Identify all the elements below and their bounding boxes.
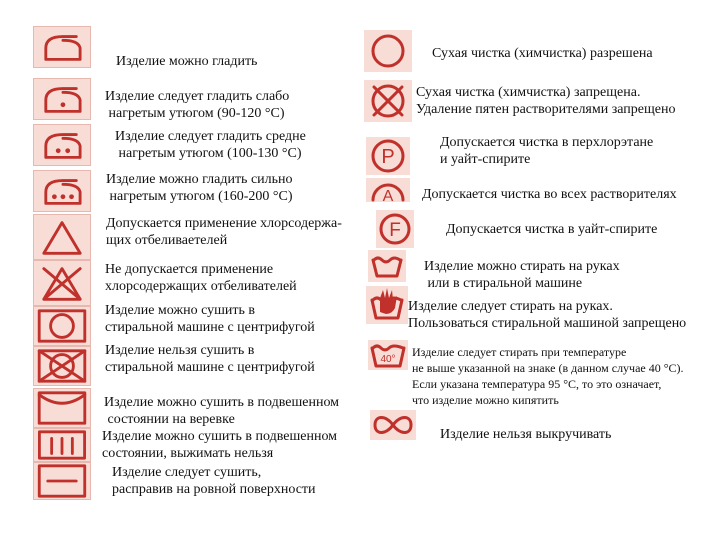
tumble-dry-icon bbox=[33, 306, 91, 346]
dry-clean-a-icon bbox=[366, 178, 410, 202]
iron-three-dots-icon bbox=[33, 170, 91, 212]
letter-f: F bbox=[389, 220, 401, 241]
letter-a: A bbox=[382, 188, 394, 202]
no-tumble-dry-label: Изделие нельзя сушить в стиральной машине с центрифугой bbox=[105, 343, 315, 375]
no-wring-label: Изделие нельзя выкручивать bbox=[440, 427, 612, 442]
dry-clean-p-icon bbox=[366, 137, 410, 175]
iron-label: Изделие можно гладить bbox=[116, 54, 258, 69]
bleach-label: Допускается применение хлорсодержа- щих отбеливаетелей bbox=[106, 216, 342, 248]
letter-p: P bbox=[381, 146, 395, 168]
iron-high-label: Изделие можно гладить сильно нагретым утюгом (160-200 °С) bbox=[106, 172, 293, 204]
hand-wash-only-label: Изделие следует стирать на руках. Пользоваться стиральной машиной запрещено bbox=[408, 299, 687, 331]
dry-flat-icon bbox=[33, 462, 91, 500]
dry-flat-label: Изделие следует сушить, расправив на ровной поверхности bbox=[112, 465, 316, 497]
iron-medium-label: Изделие следует гладить средне нагретым утюгом (100-130 °С) bbox=[115, 129, 306, 161]
wash-40-label: Изделие следует стирать при температуре не выше указанной на знаке (в данном случае 40 °С). Если указана температура 95 °С, то это означает, что изделие можно кипятить bbox=[412, 345, 684, 407]
tumble-dry-label: Изделие можно сушить в стиральной машине с центрифугой bbox=[105, 303, 315, 335]
dry-clean-f-label: Допускается чистка в уайт-спирите bbox=[446, 222, 658, 237]
hand-wash-only-icon bbox=[366, 286, 408, 324]
bleach-triangle-icon bbox=[33, 214, 91, 260]
iron-one-dot-icon bbox=[33, 78, 91, 120]
dry-clean-a-label: Допускается чистка во всех растворителях bbox=[422, 187, 677, 202]
hand-wash-label: Изделие можно стирать на руках или в стиральной машине bbox=[424, 259, 620, 291]
iron-icon bbox=[33, 26, 91, 68]
no-bleach-icon bbox=[33, 260, 91, 306]
no-dry-clean-label: Сухая чистка (химчистка) запрещена. Удаление пятен растворителями запрещено bbox=[416, 85, 676, 117]
iron-two-dots-icon bbox=[33, 124, 91, 166]
wash-temp-label: 40° bbox=[380, 354, 396, 365]
drip-dry-icon bbox=[33, 428, 91, 462]
dry-clean-icon bbox=[364, 30, 412, 72]
no-tumble-dry-icon bbox=[33, 346, 91, 386]
iron-low-label: Изделие следует гладить слабо нагретым утюгом (90-120 °С) bbox=[105, 89, 290, 121]
no-dry-clean-icon bbox=[364, 80, 412, 122]
hand-wash-icon bbox=[368, 250, 406, 282]
dry-clean-p-label: Допускается чистка в перхлорэтане и уайт-спирите bbox=[440, 135, 654, 167]
wash-40-icon bbox=[368, 340, 408, 370]
no-bleach-label: Не допускается применение хлорсодержащих отбеливателей bbox=[105, 262, 297, 294]
dry-clean-label: Сухая чистка (химчистка) разрешена bbox=[432, 46, 653, 61]
dry-clean-f-icon bbox=[376, 210, 414, 248]
no-wring-icon bbox=[370, 410, 416, 440]
line-dry-icon bbox=[33, 388, 91, 428]
line-dry-label: Изделие можно сушить в подвешенном состоянии на веревке bbox=[104, 395, 340, 427]
drip-dry-label: Изделие можно сушить в подвешенном состоянии, выжимать нельзя bbox=[102, 429, 338, 461]
